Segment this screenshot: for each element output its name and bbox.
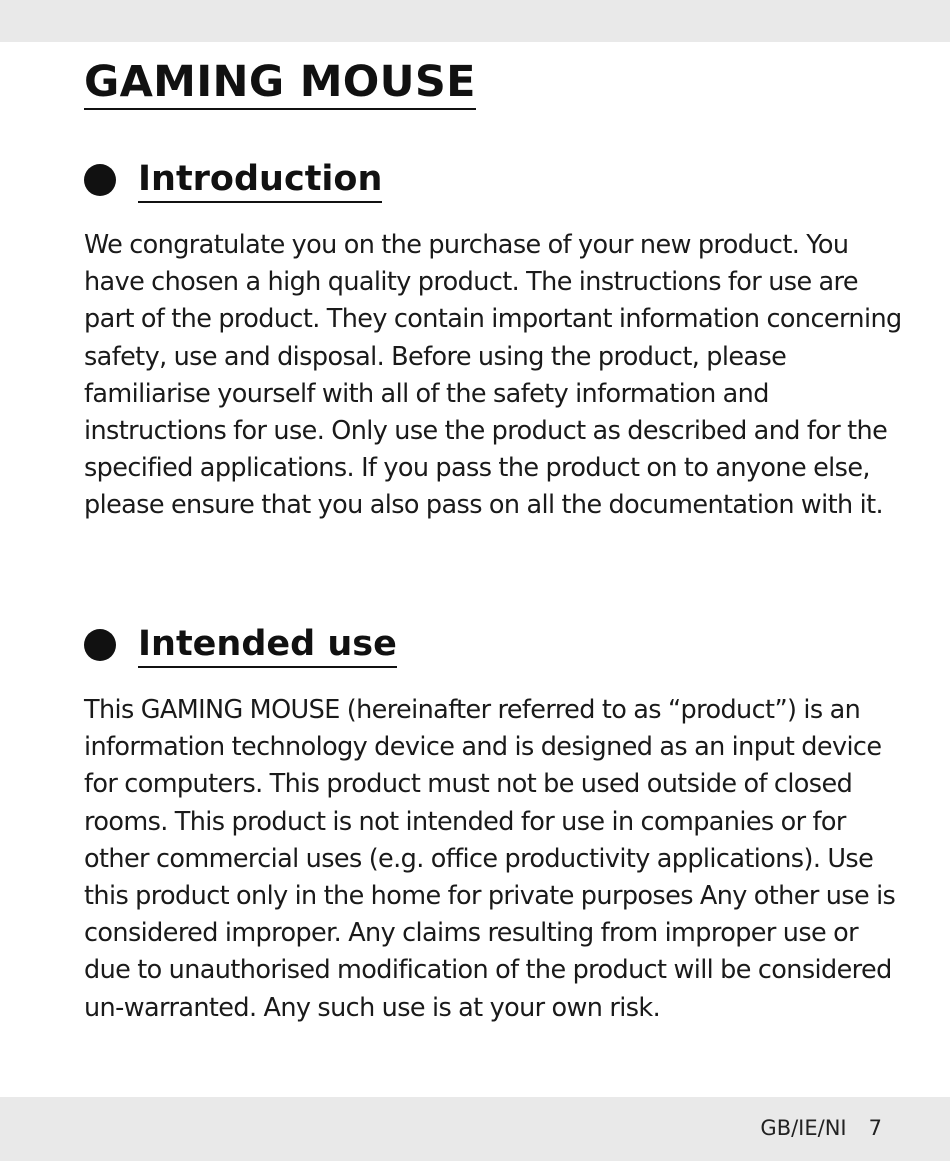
bullet-icon — [84, 629, 116, 661]
section-heading-text: Introduction — [138, 157, 382, 203]
section-heading-text: Intended use — [138, 622, 397, 668]
page-number: 7 — [868, 1116, 882, 1140]
page-title: GAMING MOUSE — [84, 56, 476, 110]
bullet-icon — [84, 164, 116, 196]
intended-use-body: This GAMING MOUSE (hereinafter referred to as “product”) is an information technology device and is designed as an input device for computers. This product must not be used outside of closed rooms. This product is not intended for use in companies or for other commercial uses (e.g. office productivity applications). Use this product only in the home for private purposes Any other use is considered improper. Any claims resulting from improper use or due to unauthorised modification of the product will be considered un-warranted. Any such use is at your own risk. — [84, 695, 896, 1023]
region-code: GB/IE/NI — [760, 1116, 847, 1140]
page-footer — [760, 1113, 882, 1143]
introduction-body: We congratulate you on the purchase of your new product. You have chosen a high quality product. The instructions for use are part of the product. They contain important information concerning safety, use and disposal. Before using the product, please familiarise yourself with all of the safety information and instructions for use. Only use the product as described and for the specified applications. If you pass the product on to anyone else, please ensure that you also pass on all the documentation with it. — [84, 230, 902, 521]
section-heading-intended-use — [84, 622, 397, 668]
top-margin-band — [0, 0, 950, 42]
section-heading-introduction — [84, 157, 382, 203]
